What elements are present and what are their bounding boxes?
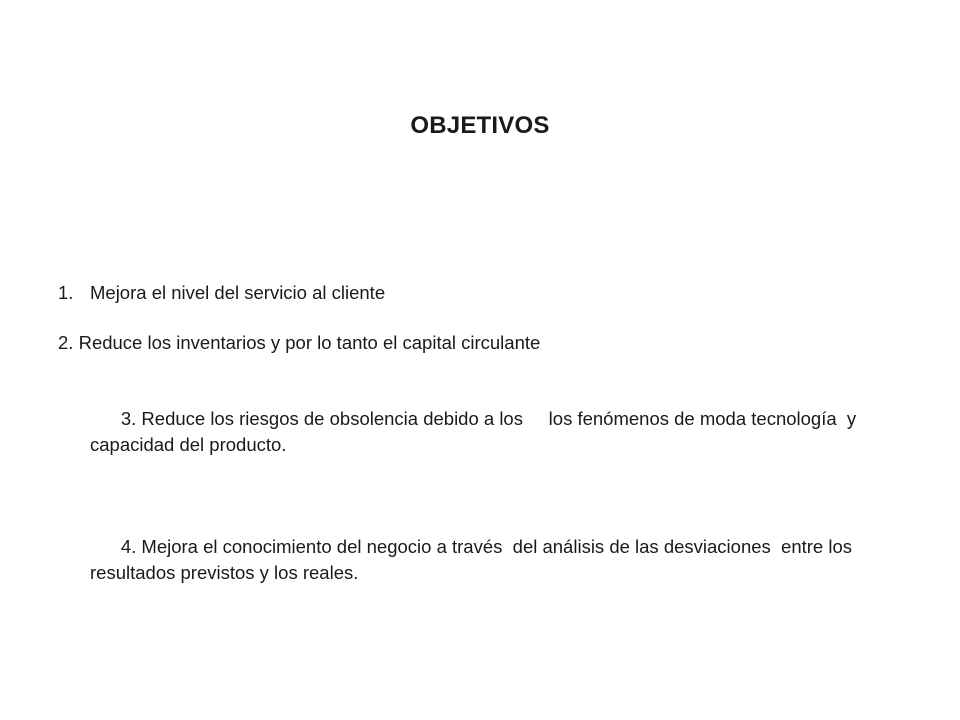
list-item-number: 3. bbox=[120, 408, 137, 429]
list-item bbox=[58, 508, 918, 612]
list-item-number: 4. bbox=[120, 536, 137, 557]
list-item-number: 1. bbox=[58, 282, 74, 303]
list-item bbox=[58, 280, 918, 306]
list-item bbox=[58, 330, 918, 356]
list-item-text: Reduce los inventarios y por lo tanto el capital circulante bbox=[78, 332, 541, 353]
list-item-number: 2. bbox=[58, 332, 74, 353]
list-item-text: Mejora el nivel del servicio al cliente bbox=[90, 282, 386, 303]
slide-title: OBJETIVOS bbox=[410, 112, 550, 139]
list-item-text: Reduce los riesgos de obsolencia debido a los los fenómenos de moda tecnología y capacidad del producto. bbox=[90, 408, 862, 455]
list-item-text: Mejora el conocimiento del negocio a través del análisis de las desviaciones entre los resultados previstos y los reales. bbox=[90, 536, 858, 583]
objectives-list bbox=[58, 280, 918, 642]
list-item bbox=[58, 380, 918, 484]
